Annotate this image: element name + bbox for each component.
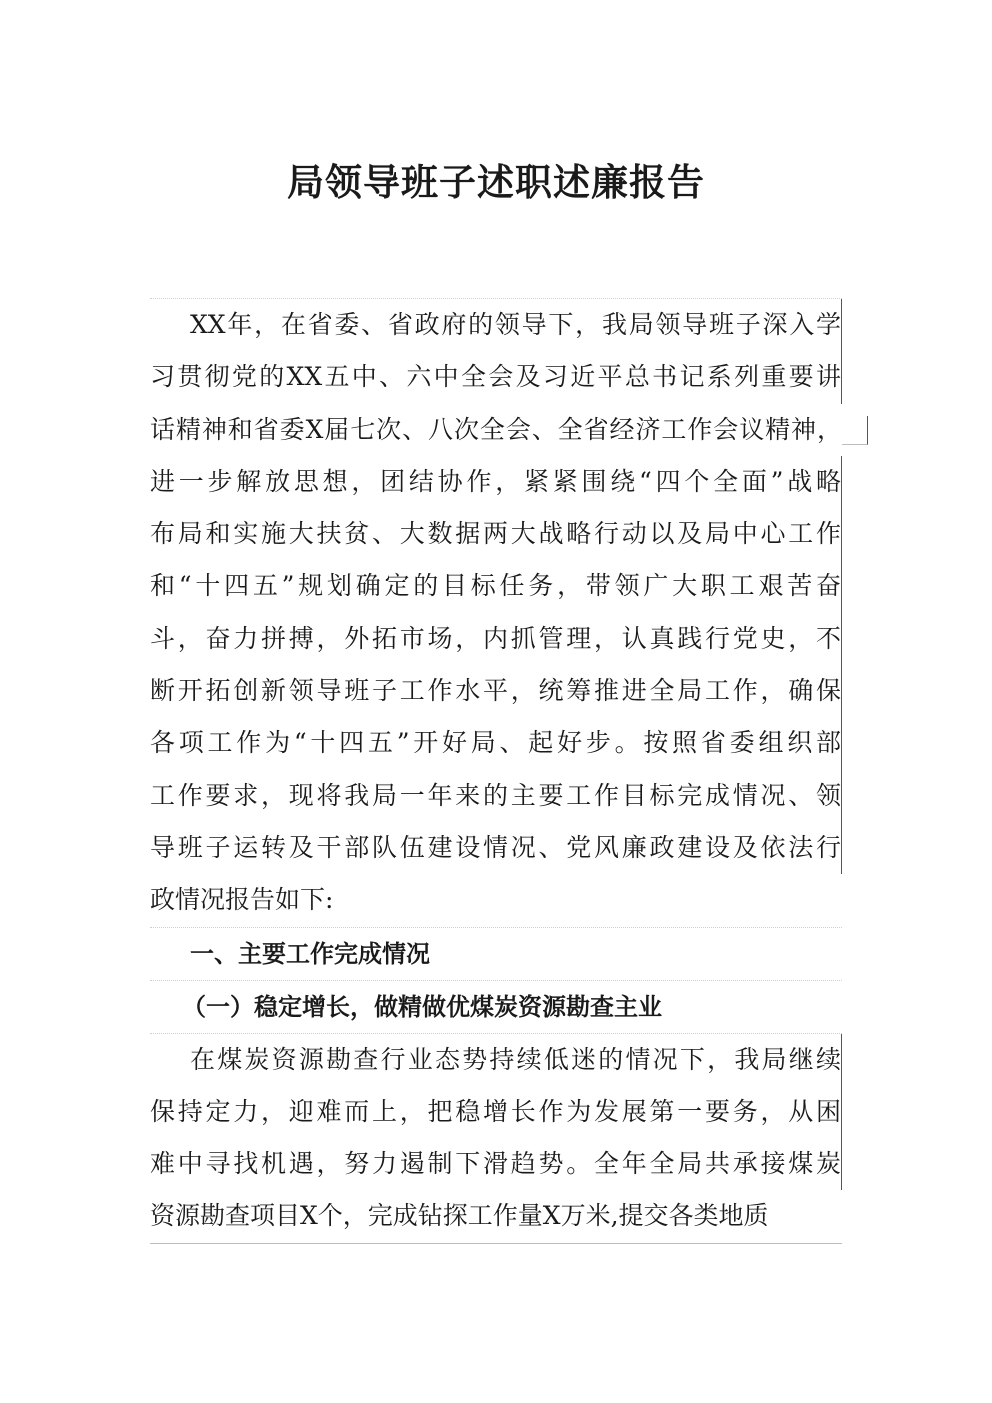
paragraph-line: 难中寻找机遇，努力遏制下滑趋势。全年全局共承接煤炭 — [150, 1138, 842, 1190]
subsection-heading: （一）稳定增长，做精做优煤炭资源勘查主业 — [182, 992, 662, 1021]
paragraph-line: 和“十四五”规划确定的目标任务，带领广大职工艰苦奋 — [150, 560, 842, 612]
paragraph-line: 导班子运转及干部队伍建设情况、党风廉政建设及依法行 — [150, 822, 842, 874]
paragraph-line: 进一步解放思想，团结协作，紧紧围绕“四个全面”战略 — [150, 456, 842, 508]
paragraph-line: 保持定力，迎难而上，把稳增长作为发展第一要务，从困 — [150, 1086, 842, 1138]
paragraph-line: 斗，奋力拼搏，外拓市场，内抓管理，认真践行党史，不 — [150, 613, 842, 665]
section-heading: 一、主要工作完成情况 — [190, 939, 430, 968]
paragraph-line: 工作要求，现将我局一年来的主要工作目标完成情况、领 — [150, 770, 842, 822]
paragraph-line: 政情况报告如下: — [150, 885, 334, 915]
section-heading-block — [150, 927, 842, 980]
paragraph-line: 话精神和省委X届七次、八次全会、全省经济工作会议精神， — [150, 404, 842, 456]
paragraph-line: 各项工作为“十四五”开好局、起好步。按照省委组织部 — [150, 717, 842, 769]
document-body — [150, 298, 842, 1244]
paragraph-line: 布局和实施大扶贫、大数据两大战略行动以及局中心工作 — [150, 508, 842, 560]
paragraph-line: 习贯彻党的XX五中、六中全会及习近平总书记系列重要讲 — [150, 351, 842, 403]
section-paragraph — [150, 1033, 842, 1244]
subsection-heading-block — [150, 980, 842, 1033]
paragraph-line: XX年，在省委、省政府的领导下，我局领导班子深入学 — [150, 299, 842, 351]
document-title: 局领导班子述职述廉报告 — [287, 160, 705, 204]
paragraph-line: 在煤炭资源勘查行业态势持续低迷的情况下，我局继续 — [150, 1034, 842, 1086]
paragraph-line: 资源勘查项目X个，完成钻探工作量X万米,提交各类地质 — [150, 1201, 769, 1231]
paragraph-line: 断开拓创新领导班子工作水平，统筹推进全局工作，确保 — [150, 665, 842, 717]
intro-paragraph — [150, 298, 842, 927]
